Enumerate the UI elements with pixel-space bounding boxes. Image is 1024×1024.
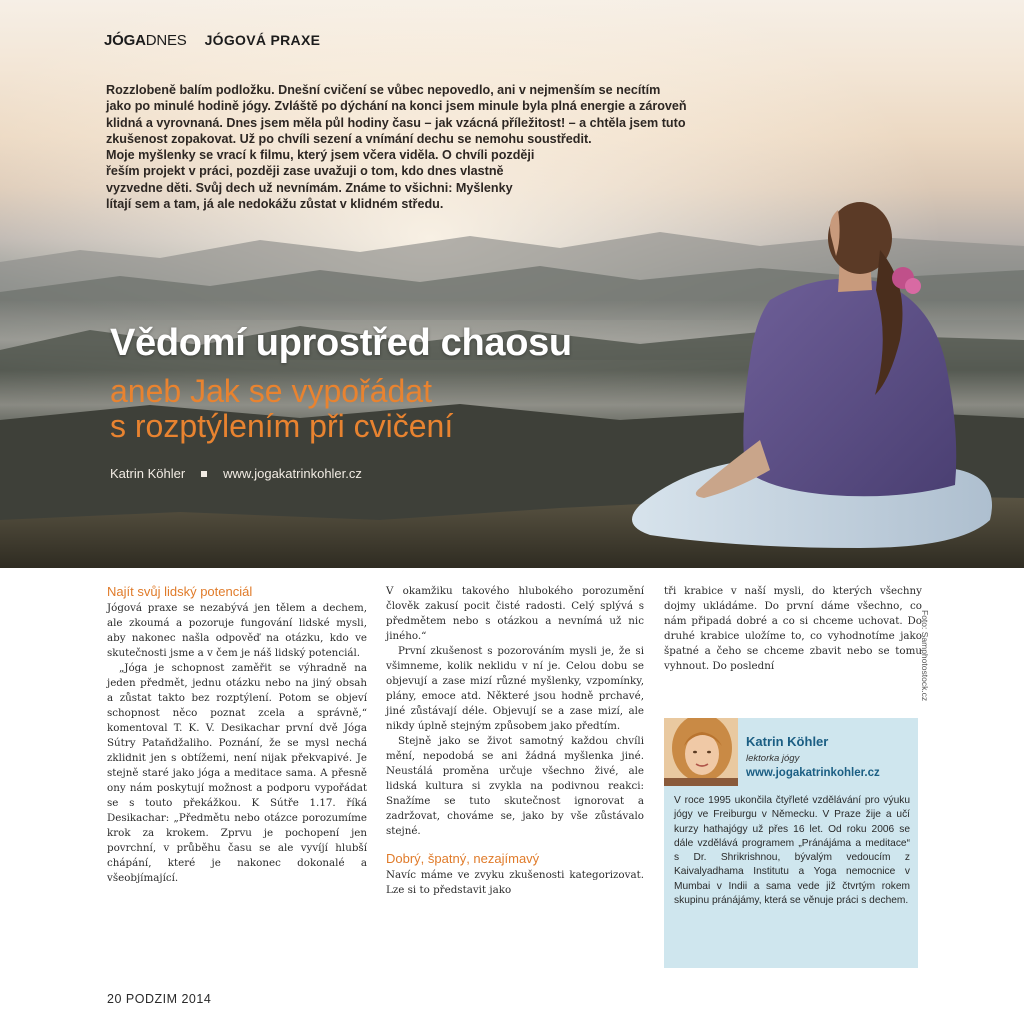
- square-bullet-icon: [201, 471, 207, 477]
- paragraph: První zkušenost s pozorováním mysli je, že si všimneme, kolik neklidu v ní je. Celou dobu se objevují a zase mizí různé myšlenky, vzpomínky, plány, emoce atd. Některé jsou hodně prchavé, jiné zůstávají déle. Objevují se a zase mizí, ale nikdy úplně stejným způsobem jako předtím.: [386, 645, 644, 732]
- paragraph: V okamžiku takového hlubokého porozumění člověk zakusí pocit čisté radosti. Celý splývá s předmětem nebo s otázkou a nevnímá už nic jiného.“: [386, 585, 644, 642]
- paragraph: Jógová praxe se nezabývá jen tělem a dechem, ale zkoumá a pozoruje fungování lidské mysli, aby nakonec našla odpověď na otázku, kdo ve skutečnosti jsme a v čem je náš lidský potenciál.: [107, 602, 367, 659]
- subtitle-line-1: aneb Jak se vypořádat: [110, 373, 432, 409]
- bio-website: www.jogakatrinkohler.cz: [746, 767, 880, 779]
- column-2: [386, 584, 644, 898]
- paragraph: Stejně jako se život samotný každou chvíli mění, nepodobá se ani žádná myšlenka jiné. Neustálá proměna určuje všechno živé, ale lidská kultura si zvykla na podivnou reakci: Snažíme se tuto skutečnost ignorovat a zadržovat, chováme se, jako by vše zůstávalo stejné.: [386, 735, 644, 837]
- author-name: Katrin Köhler: [110, 466, 186, 481]
- intro-text: Rozzlobeně balím podložku. Dnešní cvičení se vůbec nepovedlo, ani v nejmenším se necítím jako po minulé hodině jógy. Zvláště po dýchání na konci jsem minule byla plná energie a zároveň klidná a vyrovnaná. Dnes jsem měla půl hodiny času – jak vzácná příležitost! – a chtěla jsem tuto zkušenost zopakovat. Už po chvíli sezení a vnímání dechu se nemohu soustředit. Moje myšlenky se vrací k filmu, který jsem včera viděla. O chvíli později řeším projekt v práci, později zase uvažuji o tom, kdo dnes vlastně vyzvedne děti. Svůj dech už nevnímám. Známe to všichni: Myšlenky lítají sem a tam, já ale nedokážu zůstat v klidném středu.: [106, 83, 687, 212]
- issue-label: PODZIM 2014: [125, 992, 212, 1006]
- intro-paragraph: [106, 82, 856, 212]
- page-number: 20: [107, 992, 122, 1006]
- section-heading-2: Dobrý, špatný, nezajímavý: [386, 851, 540, 866]
- byline: [110, 466, 362, 481]
- magazine-logo-bold: JÓGA: [104, 32, 146, 49]
- magazine-logo-light: DNES: [145, 32, 187, 49]
- article-title: Vědomí uprostřed chaosu: [110, 322, 572, 364]
- bio-text: V roce 1995 ukončila čtyřleté vzdělávání pro výuku jógy ve Freiburgu v Německu. V Praze žije a učí kurzy hathajógy už přes 16 let. Od roku 2006 se dále vzdělává programem „Pránájáma a meditace“ s Dr. Shrikrishnou, bývalým vedoucím z Kaivalyadhama Institutu a Yoga nemocnice v Mumbai v Indii a sama vede již čtvrtým rokem skupinu pránájámy, která se věnuje práci s dechem.: [674, 795, 910, 907]
- section-heading-1: Najít svůj lidský potenciál: [107, 584, 253, 599]
- author-bio-box: [664, 718, 918, 968]
- page-footer: [107, 992, 211, 1006]
- column-3: [664, 584, 922, 674]
- bio-name: Katrin Köhler: [746, 734, 829, 749]
- photo-credit: Foto: Samphotostock.cz: [920, 610, 930, 702]
- paragraph: „Jóga je schopnost zaměřit se výhradně na jeden předmět, jednu otázku nebo na jiný obsah a zůstat takto bez rozptýlení. Potom se objeví schopnost něco poznat zcela a správně,“ komentoval T. K. V. Desikachar první dvě Jóga Sútry Pataňdžaliho. Poznání, že se mysl nechá zklidnit jen s obtížemi, není nijak překvapivé. Je stejně staré jako jóga a meditace sama. A přesně ony nám poskytují možnost a podporu vypořádat se s touto překážkou. K Sútře 1.17. říká Desikachar: „Předmětu nebo otázce porozumíme krok za krokem. Zprvu je pochopení jen povrchní, v průběhu času se ale vyvíjí hlubší chápání, které je nakonec dokonalé a všeobjímající.: [107, 662, 367, 884]
- column-1: [107, 584, 367, 886]
- bio-role: lektorka jógy: [746, 753, 800, 764]
- author-portrait-image: [664, 718, 738, 786]
- section-title: JÓGOVÁ PRAXE: [204, 32, 321, 48]
- author-website: www.jogakatrinkohler.cz: [223, 466, 362, 481]
- paragraph: tři krabice v naší mysli, do kterých všechny dojmy ukládáme. Do první dáme všechno, co nám připadá dobré a co si chceme uchovat. Do druhé krabice uložíme to, co vyhodnotíme jako špatné a čeho se chceme zbavit nebo se tomu vyhnout. Do poslední: [664, 585, 922, 672]
- masthead: [104, 32, 320, 49]
- article-subtitle: [110, 374, 453, 444]
- paragraph: Navíc máme ve zvyku zkušenosti kategorizovat. Lze si to představit jako: [386, 869, 644, 896]
- subtitle-line-2: s rozptýlením při cvičení: [110, 408, 454, 444]
